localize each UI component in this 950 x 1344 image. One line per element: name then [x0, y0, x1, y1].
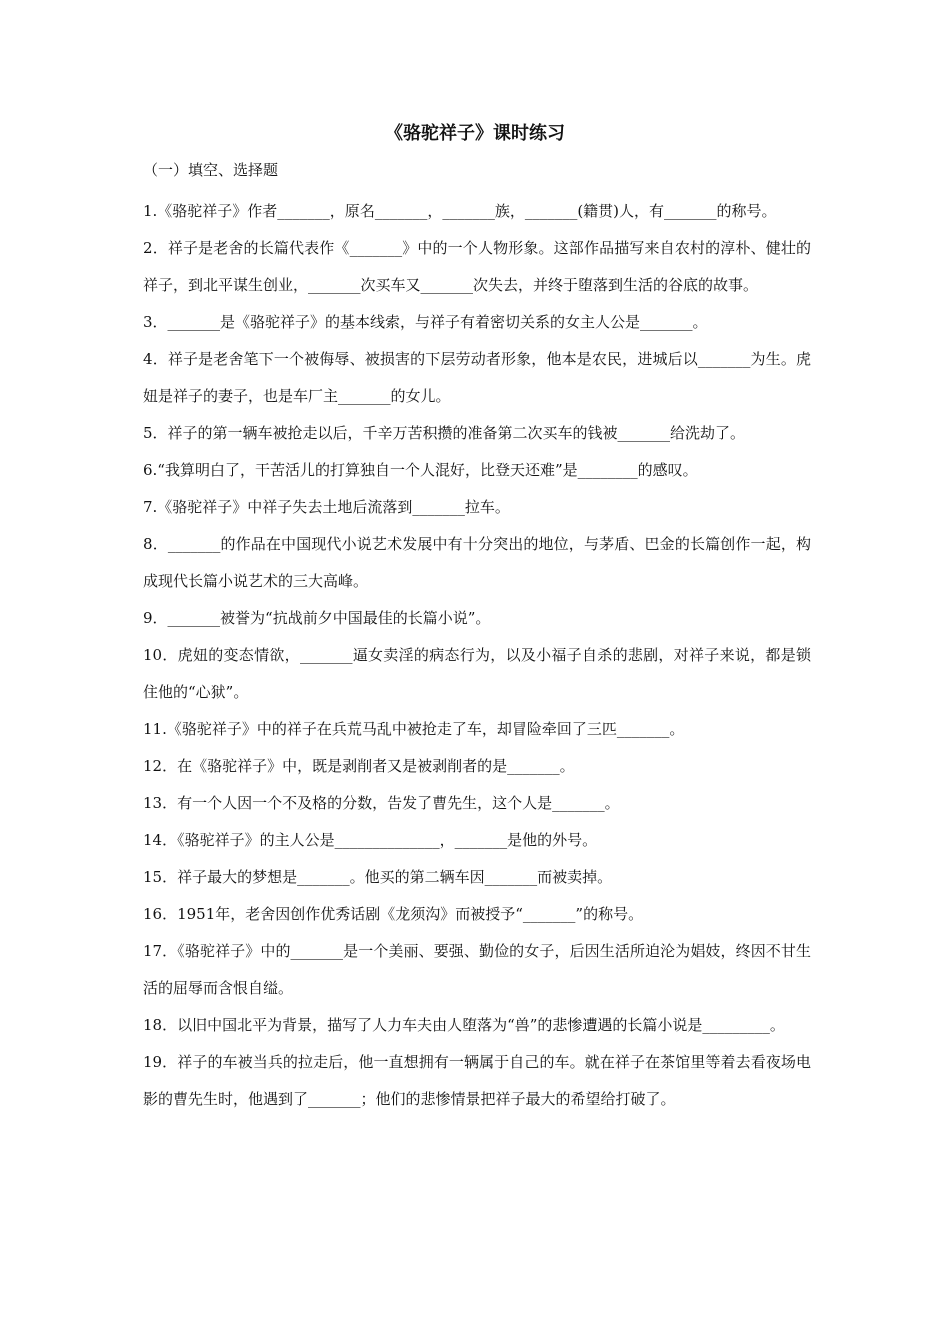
question-17: 17．《骆驼祥子》中的_______是一个美丽、要强、勤俭的女子，后因生活所迫沦为娼妓，终因不甘生活的屈辱而含恨自缢。: [143, 942, 811, 997]
section-heading: （一）填空、选择题: [143, 161, 279, 179]
question-13: 13．有一个人因一个不及格的分数，告发了曹先生，这个人是_______。: [143, 794, 620, 812]
question-7: 7.《骆驼祥子》中祥子失去土地后流落到_______拉车。: [143, 498, 510, 516]
question-2: 2．祥子是老舍的长篇代表作《_______》中的一个人物形象。这部作品描写来自农村的淳朴、健壮的祥子，到北平谋生创业，_______次买车又_______次失去，并终于堕落到生活的谷底的故事。: [143, 239, 811, 294]
question-12: 12．在《骆驼祥子》中，既是剥削者又是被剥削者的是_______。: [143, 757, 575, 775]
page-title: 《骆驼祥子》课时练习: [385, 123, 565, 144]
question-list: [143, 193, 811, 1118]
question-15: 15．祥子最大的梦想是_______。他买的第二辆车因_______而被卖掉。: [143, 868, 613, 886]
question-1: 1.《骆驼祥子》作者_______，原名_______，_______族，_______(籍贯)人，有_______的称号。: [143, 202, 777, 220]
question-4: 4．祥子是老舍笔下一个被侮辱、被损害的下层劳动者形象，他本是农民，进城后以_______为生。虎妞是祥子的妻子，也是车厂主_______的女儿。: [143, 350, 811, 405]
question-5: 5．祥子的第一辆车被抢走以后，千辛万苦积攒的准备第二次买车的钱被_______给洗劫了。: [143, 424, 746, 442]
question-8: 8．_______的作品在中国现代小说艺术发展中有十分突出的地位，与茅盾、巴金的长篇创作一起，构成现代长篇小说艺术的三大高峰。: [143, 535, 811, 590]
question-18: 18．以旧中国北平为背景，描写了人力车夫由人堕落为“兽”的悲惨遭遇的长篇小说是_________。: [143, 1016, 785, 1034]
question-19: 19．祥子的车被当兵的拉走后，他一直想拥有一辆属于自己的车。就在祥子在茶馆里等着去看夜场电影的曹先生时，他遇到了_______；他们的悲惨情景把祥子最大的希望给打破了。: [143, 1053, 811, 1108]
question-11: 11.《骆驼祥子》中的祥子在兵荒马乱中被抢走了车，却冒险牵回了三匹_______。: [143, 720, 685, 738]
question-9: 9．_______被誉为“抗战前夕中国最佳的长篇小说”。: [143, 609, 491, 627]
question-14: 14．《骆驼祥子》的主人公是______________，_______是他的外号。: [143, 831, 598, 849]
question-10: 10．虎妞的变态情欲，_______逼女卖淫的病态行为，以及小福子自杀的悲剧，对祥子来说，都是锁住他的“心狱”。: [143, 646, 811, 701]
question-16: 16．1951年，老舍因创作优秀话剧《龙须沟》而被授予“_______”的称号。: [143, 905, 644, 923]
question-3: 3．_______是《骆驼祥子》的基本线索，与祥子有着密切关系的女主人公是_______。: [143, 313, 708, 331]
question-6: 6.“我算明白了，干苦活儿的打算独自一个人混好，比登天还难”是________的感叹。: [143, 461, 698, 479]
